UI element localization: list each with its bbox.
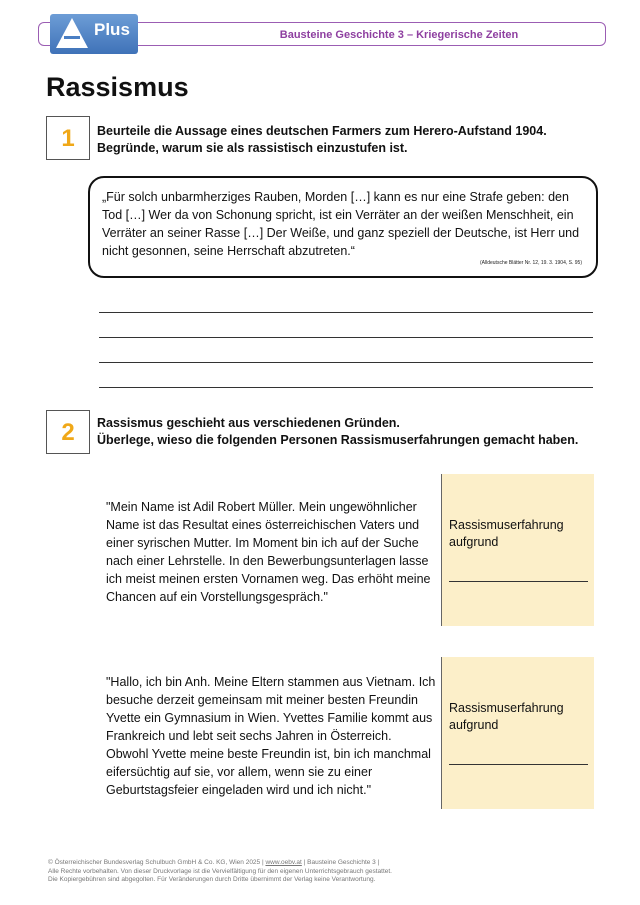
answer-label: Rassismuserfahrung aufgrund: [449, 518, 564, 549]
task-2-line-2: Überlege, wieso die folgenden Personen Rassismuserfahrungen gemacht haben.: [97, 433, 579, 447]
answer-box[interactable]: [441, 474, 594, 626]
task-1-line-1: Beurteile die Aussage eines deutschen Farmers zum Herero-Aufstand 1904.: [97, 124, 547, 138]
task-1-line-2: Begründe, warum sie als rassistisch einzustufen ist.: [97, 141, 408, 155]
footer-line-1: © Österreichischer Bundesverlag Schulbuch GmbH & Co. KG, Wien 2025 | www.oebv.at | Bausteine Geschichte 3 |: [48, 859, 380, 866]
page-title: Rassismus: [46, 72, 189, 102]
series-title: Bausteine Geschichte 3 – Kriegerische Zeiten: [279, 29, 519, 41]
task-2-number: 2: [46, 410, 90, 454]
answer-line[interactable]: [99, 362, 593, 363]
quote-text: „Für solch unbarmherziges Rauben, Morden […] kann es nur eine Strafe geben: den Tod […] Wer da von Schonung spricht, ist ein Verräter an der weißen Menschheit, ein Verräter an seiner Rasse […] Der Weiße, und ganz speziell der Deutsche, ist Herr und nicht gesonnen, seine Herrschaft abzutreten.“: [102, 190, 580, 258]
answer-line[interactable]: [99, 337, 593, 338]
person-statement: "Hallo, ich bin Anh. Meine Eltern stammen aus Vietnam. Ich besuche derzeit gemeinsam mit meiner besten Freundin Yvette ein Gymnasium in Wien. Yvettes Familie kommt aus Frankreich und lebt seit sechs Jahren in Österreich. Obwohl Yvette meine beste Freundin ist, bin ich manchmal eifersüchtig auf sie, vor allem, wenn sie zu einer Geburtstagsfeier eingeladen wird und ich nicht.": [106, 675, 436, 797]
publisher-link[interactable]: www.oebv.at: [265, 859, 302, 866]
quote-box: [88, 176, 598, 278]
task-2-line-1: Rassismus geschieht aus verschiedenen Gründen.: [97, 416, 400, 430]
answer-line[interactable]: [449, 581, 588, 582]
triangle-logo-icon: [56, 18, 88, 48]
logo-text: Plus: [94, 20, 130, 39]
task-1-instruction: [97, 123, 547, 157]
plus-logo: [50, 14, 138, 54]
footer-line-2: Alle Rechte vorbehalten. Von dieser Druckvorlage ist die Vervielfältigung für den eigenen Unterrichtsgebrauch gestattet.: [48, 867, 392, 875]
footer: [48, 859, 608, 885]
answer-line[interactable]: [449, 764, 588, 765]
answer-box[interactable]: [441, 657, 594, 809]
answer-line[interactable]: [99, 312, 593, 313]
task-2-instruction: [97, 415, 578, 449]
answer-line[interactable]: [99, 387, 593, 388]
answer-label: Rassismuserfahrung aufgrund: [449, 701, 564, 732]
person-statement: "Mein Name ist Adil Robert Müller. Mein ungewöhnlicher Name ist das Resultat eines österreichischen Vaters und einer syrischen Mutter. Im Moment bin ich auf der Suche nach einer Lehrstelle. In den Bewerbungsunterlagen lasse ich meist meinen ersten Vornamen weg. Das erhöht meine Chancen auf ein Vorstellungsgespräch.": [106, 500, 431, 604]
task-1-number: 1: [46, 116, 90, 160]
quote-source: (Alldeutsche Blätter Nr. 12, 19. 3. 1904, S. 95): [479, 260, 582, 266]
footer-line-3: Die Kopiergebühren sind abgegolten. Für Veränderungen durch Dritte übernimmt der Verlag keine Verantwortung.: [48, 876, 376, 883]
